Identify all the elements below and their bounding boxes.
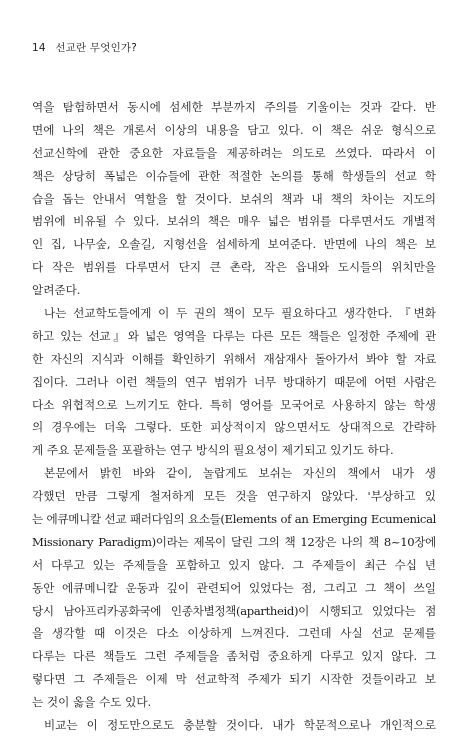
paragraph-start-line: 비교는 이 정도만으로도 충분할 것이다. 내가 학문적으로나 개인적으로: [44, 718, 436, 733]
text-line: Missionary Paradigm)이라는 제목이 달린 그의 책 12장은 나의 책 8~10장에: [32, 534, 436, 549]
chapter-title: 선교란 무엇인가?: [55, 42, 138, 54]
paragraph-start-line: 나는 선교학도들에게 이 두 권의 책이 모두 필요하다고 생각한다. 『변화: [44, 306, 436, 321]
text-line: 습을 돕는 안내서 역할을 할 것이다. 보쉬의 책과 내 책의 차이는 지도의: [32, 191, 436, 206]
running-header: [32, 40, 137, 55]
text-line: 각했던 만큼 그렇게 철저하게 모든 것을 연구하지 않았다. '부상하고 있: [32, 489, 436, 504]
text-line: 을 생각할 때 이것은 다소 이상하게 느껴진다. 그런데 사실 선교 문제를: [32, 626, 436, 641]
text-line: 집이다. 그러나 이런 책들의 연구 범위가 너무 방대하기 때문에 어떤 사람은: [32, 374, 436, 389]
text-line: 의 경우에는 더욱 그렇다. 또한 피상적이지 않으면서도 상대적으로 간략하: [32, 420, 436, 435]
text-line: 한 자신의 지식과 이해를 확인하기 위해서 재삼재사 돌아가서 봐야 할 자료: [32, 351, 436, 366]
text-line: 동안 에큐메니칼 운동과 깊이 관련되어 있었다는 점, 그리고 그 책이 쓰일: [32, 580, 436, 595]
page-number: 14: [32, 42, 46, 54]
text-line: 는 에큐메니칼 선교 패러다임의 요소들(Elements of an Emerging Ecumenical: [32, 512, 436, 527]
text-line: 다루는 다른 책들도 그런 주제들을 좀처럼 중요하게 다루고 있지 않다. 그: [32, 649, 436, 664]
paragraph-start-line: 본문에서 밝힌 바와 같이, 놀랍게도 보쉬는 자신의 책에서 내가 생: [44, 466, 436, 481]
text-line: 하고 있는 선교』와 넓은 영역을 다루는 다른 모든 책들은 일정한 주제에 관: [32, 328, 436, 343]
text-line: 범위에 비유될 수 있다. 보쉬의 책은 매우 넓은 범위를 다루면서도 개별적: [32, 214, 436, 229]
text-line: 게 주요 문제들을 포괄하는 연구 방식의 필요성이 제기되고 있기도 하다.: [32, 443, 394, 458]
text-line: 렇다면 그 주제들은 이제 막 선교학적 주제가 되기 시작한 것들이라고 보: [32, 672, 436, 687]
text-line: 선교신학에 관한 중요한 자료들을 제공하려는 의도로 쓰였다. 따라서 이: [32, 145, 436, 160]
text-line: 다소 위협적으로 느끼기도 한다. 특히 영어를 모국어로 사용하지 않는 학생: [32, 397, 436, 412]
body-text: [32, 96, 436, 737]
text-line: 는 것이 옳을 수도 있다.: [32, 695, 152, 710]
text-line: 다 작은 범위를 다루면서 단지 큰 촌락, 작은 읍내와 도시들의 위치만을: [32, 260, 436, 275]
text-line: 당시 남아프리카공화국에 인종차별정책(apartheid)이 시행되고 있었다는 점: [32, 603, 436, 618]
text-line: 책은 상당히 폭넓은 이슈들에 관한 적절한 논의를 통해 학생들의 선교 학: [32, 168, 436, 183]
text-line: 서 다루고 있는 주제들을 포함하고 있지 않다. 그 주제들이 최근 수십 년: [32, 557, 436, 572]
text-line: 면에 나의 책은 개론서 이상의 내용을 담고 있다. 이 책은 쉬운 형식으로: [32, 122, 436, 137]
text-line: 인 집, 나무숲, 오솔길, 지형선을 섬세하게 보여준다. 반면에 나의 책은 보: [32, 237, 436, 252]
text-line: 역을 탐험하면서 동시에 섬세한 부분까지 주의를 기울이는 것과 같다. 반: [32, 100, 436, 114]
text-line: 알려준다.: [32, 283, 81, 298]
